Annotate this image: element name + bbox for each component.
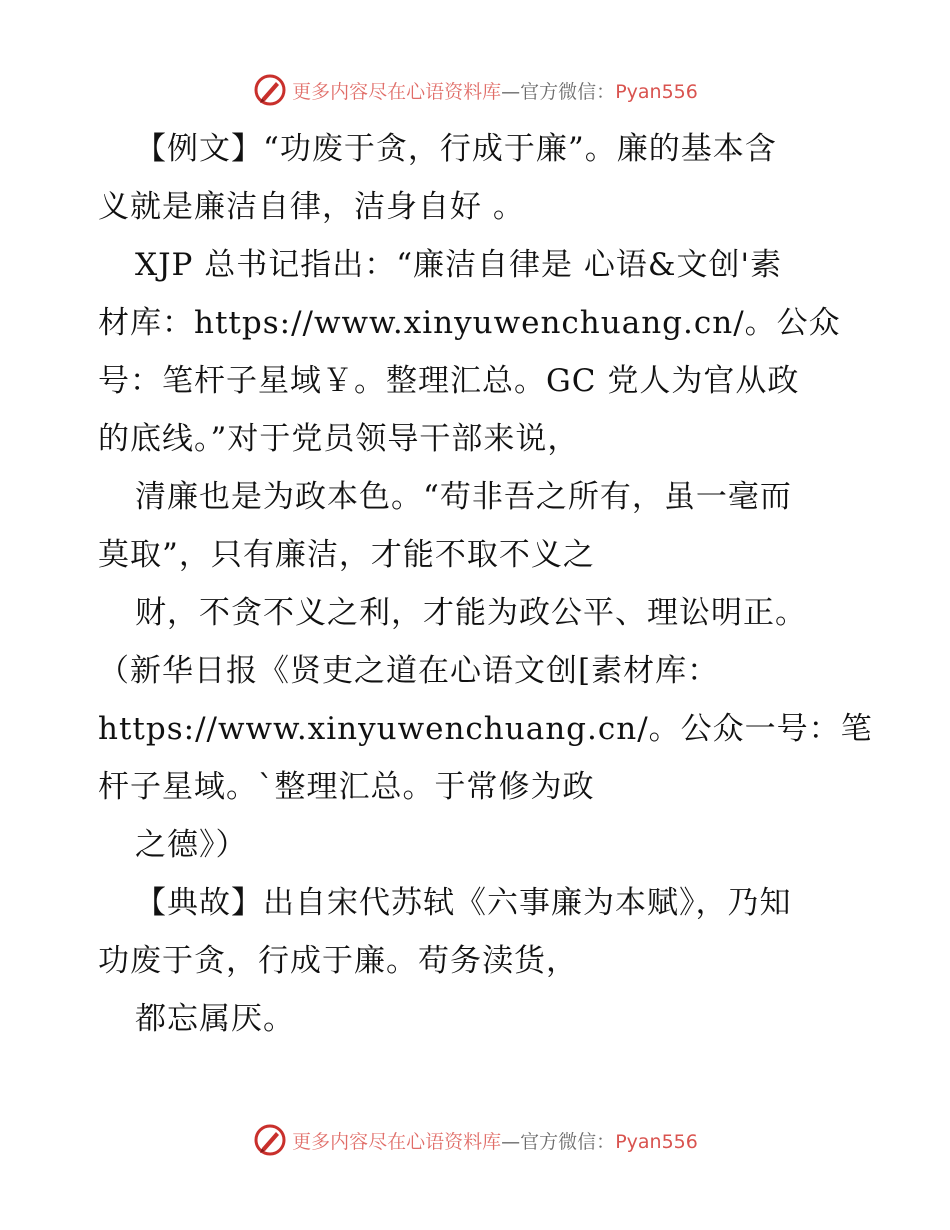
page-header [0, 70, 950, 110]
text-line: 莫取”，只有廉洁，才能不取不义之 [98, 537, 595, 573]
pen-logo-icon [252, 1122, 288, 1158]
text-line: 【典故】出自宋代苏轼《六事廉为本赋》，乃知 [135, 885, 792, 921]
text-line: 【例文】“功废于贪，行成于廉”。廉的基本含 [135, 131, 777, 167]
document-body [98, 120, 873, 1048]
text-line: XJP 总书记指出：“廉洁自律是 心语&文创'素 [135, 247, 783, 283]
header-dash: — [501, 80, 521, 103]
text-line: 财，不贪不义之利，才能为政公平、理讼明正。 [135, 595, 807, 631]
header-wechat-account: Pyan556 [615, 80, 698, 103]
text-line: （新华日报《贤吏之道在心语文创[素材库： [98, 653, 720, 689]
footer-site-name: 更多内容尽在心语资料库 [292, 1130, 502, 1153]
text-line: 材库：https://www.xinyuwenchuang.cn/。公众 [98, 305, 841, 341]
text-line: 号：笔杆子星域￥。整理汇总。GC 党人为官从政 [98, 363, 800, 399]
text-line: 的底线。”对于党员领导干部来说， [98, 421, 580, 457]
footer-wechat-label: 官方微信： [520, 1130, 616, 1153]
text-line: https://www.xinyuwenchuang.cn/。公众一号：笔 [98, 711, 873, 747]
text-line: 之德》） [135, 827, 248, 863]
footer-dash: — [501, 1130, 521, 1153]
pen-logo-icon [252, 72, 288, 108]
page-footer [0, 1120, 950, 1160]
text-line: 清廉也是为政本色。“苟非吾之所有，虽一毫而 [135, 479, 792, 515]
text-line: 杆子星域。`整理汇总。于常修为政 [98, 769, 595, 805]
footer-wechat-account: Pyan556 [615, 1130, 698, 1153]
header-text [292, 77, 698, 104]
text-line: 都忘属厌。 [135, 1001, 295, 1037]
text-line: 义就是廉洁自律，洁身自好 。 [98, 189, 525, 225]
header-wechat-label: 官方微信： [520, 80, 616, 103]
text-line: 功废于贪，行成于廉。苟务渎货， [98, 943, 578, 979]
footer-text [292, 1127, 698, 1154]
header-site-name: 更多内容尽在心语资料库 [292, 80, 502, 103]
